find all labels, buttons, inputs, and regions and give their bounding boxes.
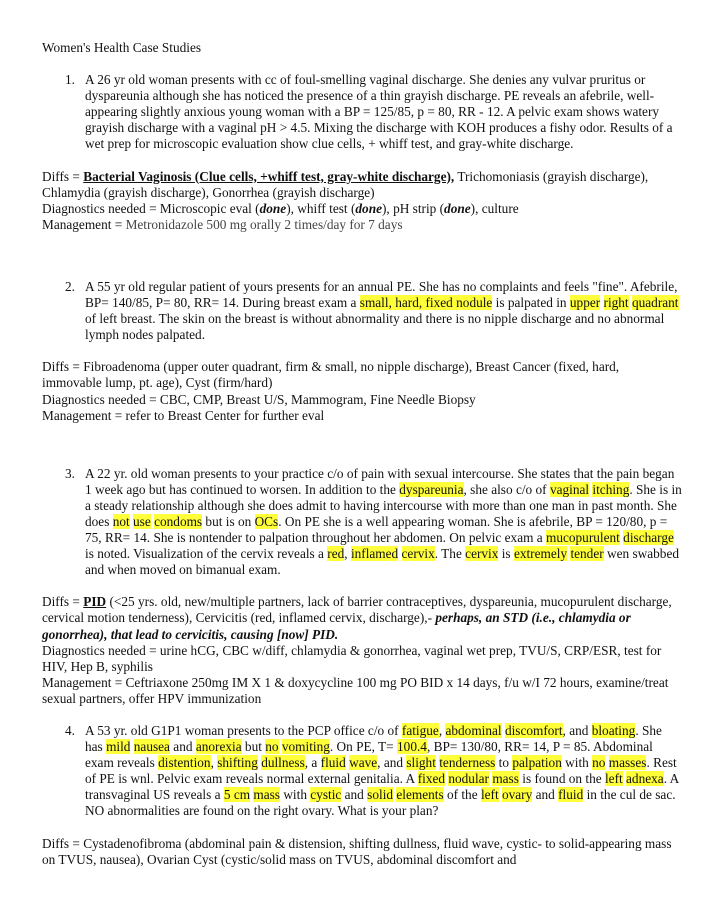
management-label: Management = xyxy=(42,216,126,232)
text-run: , she also c/o of xyxy=(463,481,550,497)
case-text xyxy=(85,72,682,152)
text-run: , xyxy=(438,723,446,738)
highlight: fluid xyxy=(320,755,346,771)
highlight: ovary xyxy=(501,787,533,803)
text-run: . On PE, T= xyxy=(329,739,398,755)
text-run: , xyxy=(344,546,351,562)
highlight: itching xyxy=(592,481,630,497)
done-mark: done xyxy=(259,200,287,216)
diag-text: ), whiff test ( xyxy=(286,200,356,216)
case-number: 1. xyxy=(65,72,75,88)
highlight: left xyxy=(604,771,623,787)
diffs-rest: (<25 yrs. old, new/multiple partners, lack of barrier contraceptives, dyspareunia, mucopurulent discharge, cervical motion tenderness), Cervicitis (red, inflamed cervix, discharge),- xyxy=(42,594,672,626)
highlight: distention xyxy=(158,755,211,771)
highlight: red xyxy=(327,546,345,562)
highlight: palpation xyxy=(512,755,562,771)
text-run: but xyxy=(241,739,266,755)
text-run: , and xyxy=(562,723,592,738)
text-run: wen swabbed and when moved on bimanual exam. xyxy=(85,546,679,578)
text-run: of the xyxy=(443,787,481,803)
highlight: tenderness xyxy=(439,755,496,771)
text-run: , a xyxy=(304,755,321,771)
highlight: fatigue xyxy=(401,723,439,738)
highlight: masses xyxy=(608,755,647,771)
highlight: nodular xyxy=(448,771,489,787)
case-narrative: A 26 yr old woman presents with cc of foul-smelling vaginal discharge. She denies any vulvar pruritus or dyspareunia although she has noticed the presence of a thin grayish discharge. PE reveals an afebrile, well- appearing slightly anxious young woman with a BP = 125/85, p = 80, RR - 12. A pelvic exam shows watery grayish discharge with a vaginal pH > 4.5. Mixing the discharge with KOH produces a fishy odor. Results of a wet prep for microscopic evaluation show clue cells, + whiff test, and gray-white discharge. xyxy=(85,72,673,152)
highlight: small, hard, fixed nodule xyxy=(359,295,493,311)
text-run: with xyxy=(280,787,311,803)
text-run: . A transvaginal US reveals a xyxy=(85,771,679,803)
primary-diagnosis: PID xyxy=(83,594,107,610)
text-run: , xyxy=(210,755,218,771)
document-page xyxy=(42,40,682,868)
highlight: adnexa xyxy=(626,771,664,787)
text-run: and xyxy=(532,787,559,803)
diag-text: ), pH strip ( xyxy=(382,200,445,216)
highlight: extremely xyxy=(513,546,568,562)
highlight: OCs xyxy=(254,513,279,529)
highlight: mass xyxy=(253,787,280,803)
diagnostics-paragraph xyxy=(42,201,682,217)
case-number: 2. xyxy=(65,278,75,294)
highlight: discomfort xyxy=(504,723,563,738)
highlight: slight xyxy=(406,755,436,771)
highlight: solid xyxy=(367,787,394,803)
highlight: wave xyxy=(349,755,378,771)
text-run: is found on the xyxy=(518,771,605,787)
case-number: 3. xyxy=(65,465,75,481)
diffs-label: Diffs = xyxy=(42,594,84,610)
highlight: anorexia xyxy=(195,739,242,755)
highlight: vaginal xyxy=(549,481,590,497)
case-2 xyxy=(42,279,682,343)
text-run: is palpated in xyxy=(492,295,570,311)
highlight: upper xyxy=(569,295,601,311)
document-title: Women's Health Case Studies xyxy=(42,40,202,55)
highlight: mass xyxy=(492,771,519,787)
management-paragraph: Management = refer to Breast Center for further eval xyxy=(42,407,325,423)
highlight: cervix xyxy=(401,546,435,562)
text-run: A 53 yr. old G1P1 woman presents to the PCP office c/o of xyxy=(85,723,402,738)
highlight: right xyxy=(603,295,629,311)
highlight: elements xyxy=(396,787,444,803)
text-run: and xyxy=(341,787,368,803)
highlight: quadrant xyxy=(631,295,679,311)
highlight: discharge xyxy=(623,530,674,546)
management-paragraph xyxy=(42,217,682,233)
text-run: . On PE she is a well appearing woman. She is afebrile, BP = 120/80, p = 75, RR= 14. She is nontender to palpation throughout her abdomen. On pelvic exam a xyxy=(85,513,668,546)
highlight: cystic xyxy=(310,787,342,803)
text-run: . She is in a steady relationship although she does admit to having intercourse with more than one man in past month. She does xyxy=(85,481,682,529)
done-mark: done xyxy=(444,200,471,216)
case-text xyxy=(85,279,682,343)
diffs-paragraph xyxy=(42,594,682,642)
text-run: . Rest of PE is wnl. Pelvic exam reveals normal external genitalia. A xyxy=(85,755,677,787)
highlight: abdominal xyxy=(445,723,502,738)
text-run: A 22 yr. old woman presents to your practice c/o of pain with sexual intercourse. She states that the pain began 1 week ago but has continued to worsen. In addition to the xyxy=(85,465,675,497)
text-run: in the cul de sac. NO abnormalities are found on the right ovary. What is your plan? xyxy=(85,787,676,819)
highlight: no xyxy=(265,739,279,755)
diffs-paragraph xyxy=(42,169,682,201)
highlight: tender xyxy=(570,546,604,562)
diag-text: Diagnostics needed = Microscopic eval ( xyxy=(42,200,260,216)
text-run: . She has xyxy=(85,723,662,755)
text-run: is xyxy=(498,546,514,562)
highlight: cervix xyxy=(465,546,499,562)
text-run: but is on xyxy=(202,513,255,529)
highlight: mucopurulent xyxy=(545,530,620,546)
highlight: condoms xyxy=(154,513,203,529)
highlight: not xyxy=(112,513,130,529)
diffs-paragraph: Diffs = Cystadenofibroma (abdominal pain & distension, shifting dullness, fluid wave, cystic- to solid-appearing mass on TVUS, nausea), Ovarian Cyst (cystic/solid mass on TVUS, abdominal discomfort and xyxy=(42,835,672,867)
text-run: A 55 yr old regular patient of yours presents for an annual PE. She has no complaints and feels "fine". Afebrile, BP= 140/85, P= 80, RR= 14. During breast exam a xyxy=(85,278,678,311)
highlight: bloating xyxy=(591,723,636,738)
diffs-paragraph: Diffs = Fibroadenoma (upper outer quadrant, firm & small, no nipple discharge), Breast Cancer (fixed, hard, immovable lump, pt. age), Cyst (firm/hard) xyxy=(42,359,620,391)
management-value: Metronidazole 500 mg orally 2 times/day for 7 days xyxy=(125,216,403,232)
highlight: no xyxy=(592,755,606,771)
highlight: shifting xyxy=(217,755,258,771)
highlight: dullness xyxy=(261,755,305,771)
text-run: with xyxy=(561,755,593,771)
text-run: , BP= 130/80, RR= 14, P = 85. Abdominal exam reveals xyxy=(85,739,653,771)
highlight: left xyxy=(480,787,499,803)
diffs-emphasis: perhaps, an STD (i.e., chlamydia or gonorrhea), that lead to cervicitis, causing [now] PID. xyxy=(42,610,631,642)
text-run: and xyxy=(169,739,196,755)
diffs-rest: Trichomoniasis (grayish discharge), Chlamydia (grayish discharge), Gonorrhea (grayish discharge) xyxy=(42,168,649,200)
highlight: fluid xyxy=(558,787,584,803)
text-run: , and xyxy=(377,755,407,771)
done-mark: done xyxy=(355,200,382,216)
case-text xyxy=(85,723,682,820)
highlight: 100.4 xyxy=(397,739,427,755)
diagnostics-paragraph: Diagnostics needed = urine hCG, CBC w/diff, chlamydia & gonorrhea, vaginal wet prep, TVU/S, CRP/ESR, test for HIV, Hep B, syphilis xyxy=(42,642,662,674)
primary-diagnosis: Bacterial Vaginosis (Clue cells, +whiff test, gray-white discharge), xyxy=(83,168,455,184)
highlight: vomiting xyxy=(281,739,330,755)
case-4 xyxy=(42,723,682,820)
diffs-label: Diffs = xyxy=(42,168,84,184)
highlight: mild xyxy=(106,739,131,755)
text-run: of left breast. The skin on the breast is without abnormality and there is no nipple discharge and no abnormal lymph nodes palpated. xyxy=(85,311,665,343)
case-text xyxy=(85,466,682,579)
case-number: 4. xyxy=(65,723,75,738)
case-1 xyxy=(42,72,682,152)
highlight: inflamed xyxy=(350,546,399,562)
diag-text: ), culture xyxy=(470,200,519,216)
text-run: is noted. Visualization of the cervix reveals a xyxy=(85,546,328,562)
management-paragraph: Management = Ceftriaxone 250mg IM X 1 & doxycycline 100 mg PO BID x 14 days, f/u w/I 72 hours, examine/treat sexual partners, offer HPV immunization xyxy=(42,674,669,706)
highlight: dyspareunia xyxy=(399,481,464,497)
highlight: 5 cm xyxy=(223,787,251,803)
highlight: use xyxy=(133,513,151,529)
text-run: . The xyxy=(434,546,466,562)
case-3 xyxy=(42,466,682,579)
highlight: fixed xyxy=(417,771,446,787)
text-run: to xyxy=(495,755,513,771)
highlight: nausea xyxy=(133,739,170,755)
diagnostics-paragraph: Diagnostics needed = CBC, CMP, Breast U/S, Mammogram, Fine Needle Biopsy xyxy=(42,391,476,407)
